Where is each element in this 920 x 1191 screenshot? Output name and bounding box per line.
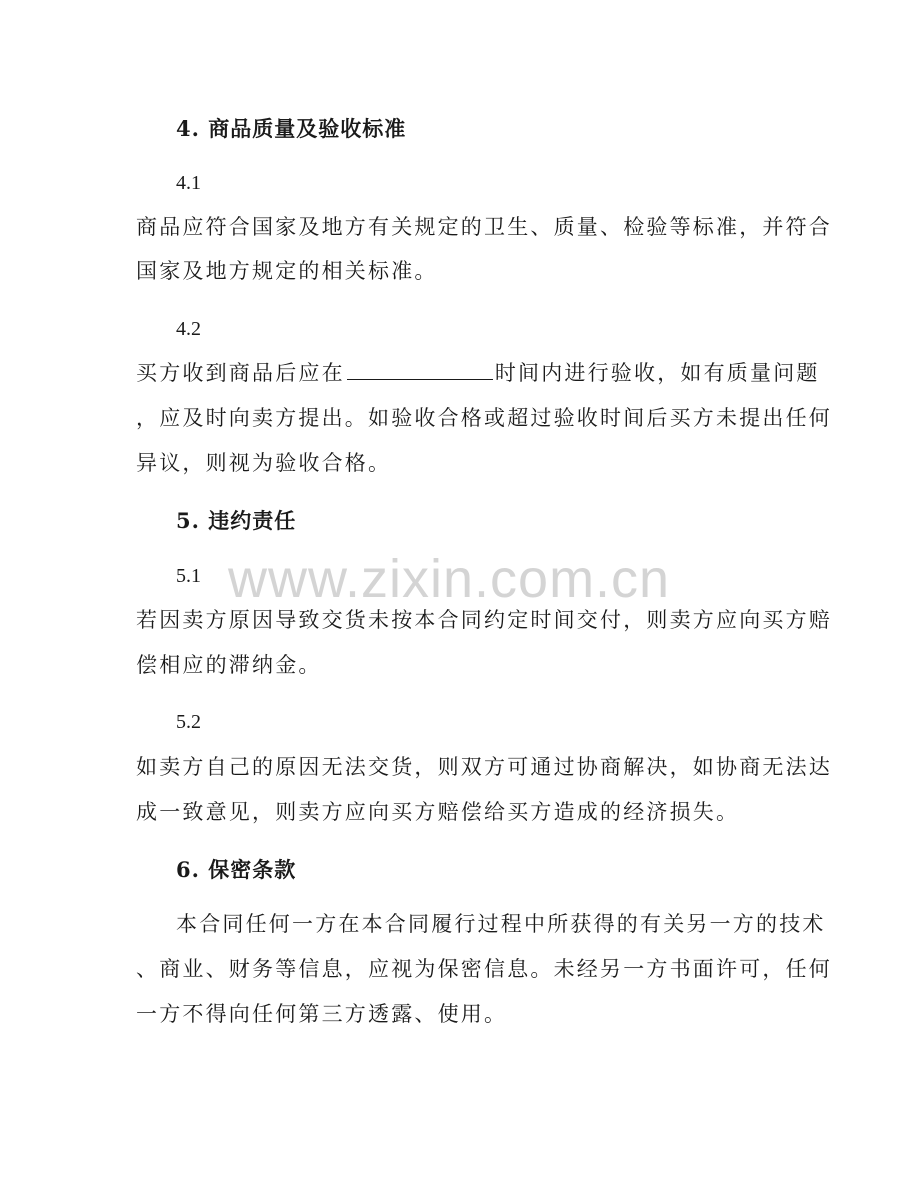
watermark: www.zixin.com.cn — [228, 549, 671, 609]
clause-4-2-line-2: ，应及时向卖方提出。如验收合格或超过验收时间后买方未提出任何 — [136, 406, 832, 430]
clause-4-2-line-3: 异议，则视为验收合格。 — [136, 451, 392, 475]
clause-4-1-line-1: 商品应符合国家及地方有关规定的卫生、质量、检验等标准，并符合 — [136, 215, 832, 239]
section-6-line-1: 本合同任何一方在本合同履行过程中所获得的有关另一方的技术 — [176, 912, 826, 936]
clause-5-1-line-2: 偿相应的滞纳金。 — [136, 653, 322, 677]
clause-4-2-text-after-blank: 时间内进行验收，如有质量问题 — [494, 361, 820, 385]
clause-4-1-number: 4.1 — [176, 172, 201, 194]
clause-4-2-line-1 — [136, 358, 820, 388]
inspection-time-blank — [347, 359, 493, 380]
clause-5-2-line-1: 如卖方自己的原因无法交货，则双方可通过协商解决，如协商无法达 — [136, 755, 832, 779]
clause-5-2-line-2: 成一致意见，则卖方应向买方赔偿给买方造成的经济损失。 — [136, 800, 740, 824]
section-6-line-2: 、商业、财务等信息，应视为保密信息。未经另一方书面许可，任何 — [136, 957, 832, 981]
clause-4-2-text-before-blank: 买方收到商品后应在 — [136, 361, 345, 385]
section-6-heading: 6. 保密条款 — [176, 857, 297, 882]
clause-4-1-line-2: 国家及地方规定的相关标准。 — [136, 259, 438, 283]
section-4-heading: 4. 商品质量及验收标准 — [176, 116, 407, 141]
clause-5-1-line-1: 若因卖方原因导致交货未按本合同约定时间交付，则卖方应向买方赔 — [136, 608, 832, 632]
section-6-line-3: 一方不得向任何第三方透露、使用。 — [136, 1002, 508, 1026]
clause-4-2-number: 4.2 — [176, 318, 201, 340]
clause-5-2-number: 5.2 — [176, 711, 201, 733]
clause-5-1-number: 5.1 — [176, 565, 201, 587]
section-5-heading: 5. 违约责任 — [176, 508, 297, 533]
